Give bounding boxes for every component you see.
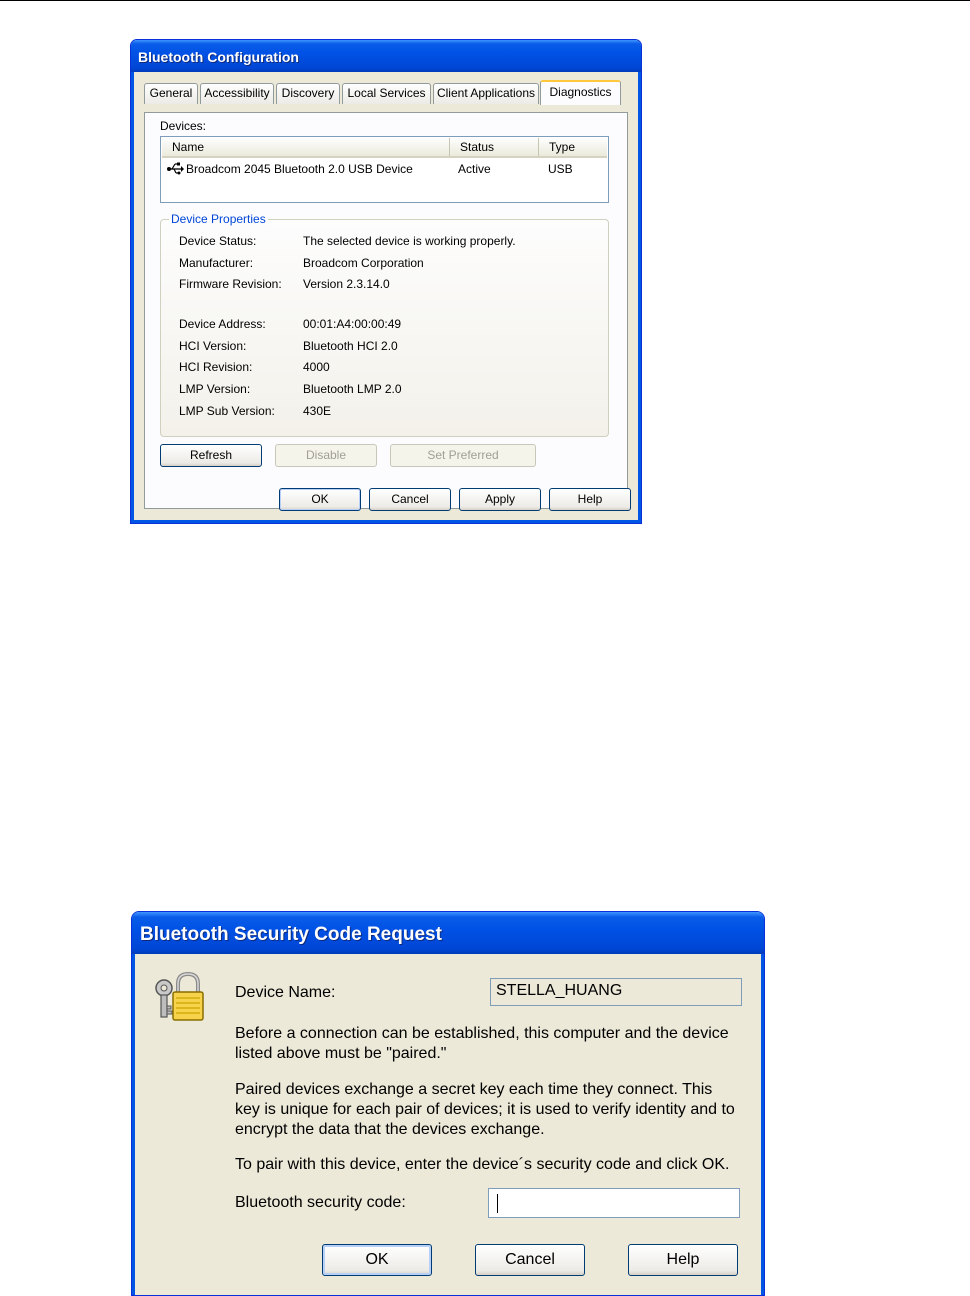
prop-key: HCI Revision: xyxy=(179,360,253,374)
prop-value: 4000 xyxy=(303,360,330,374)
cancel-button[interactable]: Cancel xyxy=(369,488,451,511)
column-header-type[interactable]: Type xyxy=(549,140,576,154)
tab-discovery[interactable]: Discovery xyxy=(276,83,340,104)
prop-value: 430E xyxy=(303,404,332,418)
prop-value: Broadcom Corporation xyxy=(303,256,424,270)
help-button[interactable]: Help xyxy=(628,1244,738,1276)
key-info-line-3: encrypt the data that the devices exchange. xyxy=(235,1121,545,1138)
device-name-field: STELLA_HUANG xyxy=(490,978,742,1006)
device-properties-legend: Device Properties xyxy=(171,212,266,226)
prop-key: Device Address: xyxy=(179,317,266,331)
prop-value: The selected device is working properly. xyxy=(303,234,516,248)
device-row[interactable] xyxy=(162,159,607,179)
prop-key: Manufacturer: xyxy=(179,256,254,270)
usb-icon xyxy=(166,159,184,179)
prop-key: LMP Sub Version: xyxy=(179,404,275,418)
tab-strip xyxy=(144,80,624,104)
tab-general[interactable]: General xyxy=(144,83,198,104)
column-header-status[interactable]: Status xyxy=(450,138,539,156)
key-info-line-1: Paired devices exchange a secret key each time they connect. This xyxy=(235,1081,713,1098)
set-preferred-button[interactable]: Set Preferred xyxy=(390,444,536,467)
prop-value: Version 2.3.14.0 xyxy=(303,277,390,291)
window-title: Bluetooth Configuration xyxy=(138,49,299,65)
ok-button[interactable]: OK xyxy=(279,488,361,511)
disable-button[interactable]: Disable xyxy=(275,444,377,467)
ok-button[interactable]: OK xyxy=(322,1244,432,1276)
pairing-info-line-1: Before a connection can be established, this computer and the device xyxy=(235,1025,729,1042)
tab-accessibility[interactable]: Accessibility xyxy=(200,83,274,104)
window-title: Bluetooth Security Code Request xyxy=(140,924,442,945)
title-bar[interactable] xyxy=(131,40,641,72)
device-name: Broadcom 2045 Bluetooth 2.0 USB Device xyxy=(186,162,413,176)
key-info-line-2: key is unique for each pair of devices; it is used to verify identity and to xyxy=(235,1101,735,1118)
tab-local-services[interactable]: Local Services xyxy=(342,83,431,104)
devices-label: Devices: xyxy=(160,119,207,133)
prop-key: Device Status: xyxy=(179,234,257,248)
apply-button[interactable]: Apply xyxy=(459,488,541,511)
device-name-label: Device Name: xyxy=(235,984,336,1001)
tab-client-applications[interactable]: Client Applications xyxy=(433,83,539,104)
bluetooth-configuration-window xyxy=(130,39,642,524)
title-bar[interactable] xyxy=(132,912,764,954)
prop-key: LMP Version: xyxy=(179,382,251,396)
column-header-name[interactable]: Name xyxy=(162,138,450,156)
lock-keys-icon xyxy=(150,970,206,1022)
security-code-request-window xyxy=(131,911,765,1296)
page-top-rule xyxy=(0,0,970,1)
window-body xyxy=(131,72,641,523)
refresh-button[interactable]: Refresh xyxy=(160,444,262,467)
prop-value: Bluetooth HCI 2.0 xyxy=(303,339,398,353)
prop-key: Firmware Revision: xyxy=(179,277,282,291)
prop-value: Bluetooth LMP 2.0 xyxy=(303,382,402,396)
pairing-info-line-2: listed above must be "paired." xyxy=(235,1045,447,1062)
security-code-input[interactable] xyxy=(488,1188,740,1218)
prop-value: 00:01:A4:00:00:49 xyxy=(303,317,402,331)
device-status: Active xyxy=(458,162,491,176)
device-type: USB xyxy=(548,162,573,176)
tab-diagnostics[interactable]: Diagnostics xyxy=(540,80,621,105)
instruction-text: To pair with this device, enter the device´s security code and click OK. xyxy=(235,1156,730,1173)
device-properties-group xyxy=(160,212,609,437)
diagnostics-panel xyxy=(144,112,628,509)
text-caret xyxy=(497,1194,498,1213)
devices-list-header xyxy=(162,138,607,158)
cancel-button[interactable]: Cancel xyxy=(475,1244,585,1276)
window-body xyxy=(132,954,764,1295)
prop-key: HCI Version: xyxy=(179,339,247,353)
help-button[interactable]: Help xyxy=(549,488,631,511)
devices-list[interactable] xyxy=(160,136,609,203)
security-code-label: Bluetooth security code: xyxy=(235,1194,406,1211)
